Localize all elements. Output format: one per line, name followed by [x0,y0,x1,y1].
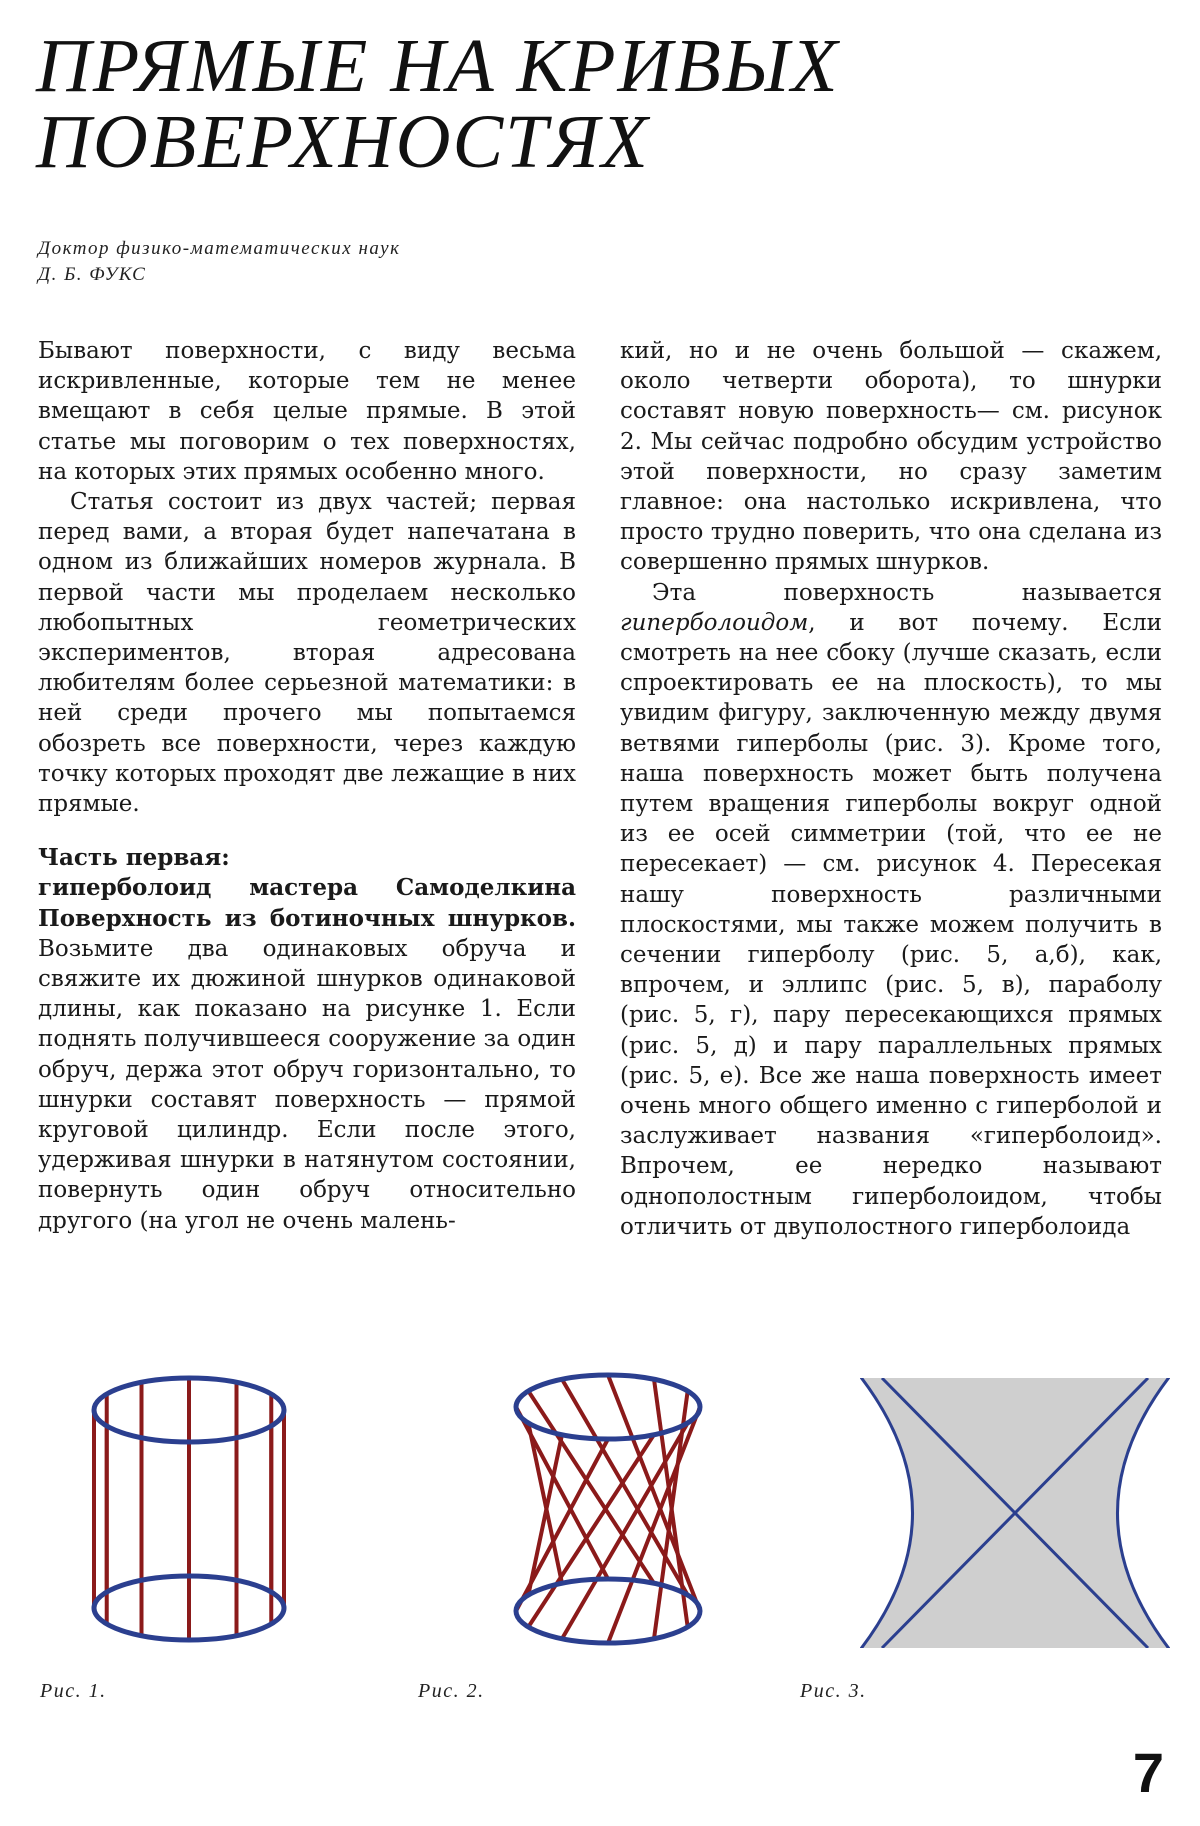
title-line-1: ПРЯМЫЕ НА КРИВЫХ [36,24,840,108]
title-line-2: ПОВЕРХНОСТЯХ [36,100,650,184]
fig2-strings [516,1375,700,1643]
page-number: 7 [1132,1741,1164,1804]
byline [38,236,401,288]
section-text: Возьмите два одинаковых обруча и свяжите их дюжиной шнурков одинаковой длины, как показано на рисунке 1. Если поднять получившееся сооружение за один обруч, держа этот обруч горизонтально, то шнурки составят поверхность — прямой круговой цилиндр. Если после этого, удерживая шнурки в натянутом состоянии, повернуть один обруч относительно другого (на угол не очень малень- [38,935,576,1234]
figure-1-cylinder [84,1370,294,1650]
hyperboloid-paragraph [620,578,1162,1242]
structure-paragraph: Статья состоит из двух частей; первая перед вами, а вторая будет напечатана в одном из ближайших номеров журнала. В первой части мы проделаем несколько любопытных геометрических экспериментов, вторая адресована любителям более серьезной математики: в ней среди прочего мы попытаемся обозреть все поверхности, через каждую точку которых проходят две лежащие в них прямые. [38,489,576,818]
intro-paragraph: Бывают поверхности, с виду весьма искривленные, которые тем не менее вмещают в себя целые прямые. В этой статье мы поговорим о тех поверхностях, на которых этих прямых особенно много. [38,338,576,485]
figure-3-hyperbola [860,1378,1170,1648]
part-heading: Часть первая: [38,844,230,872]
fig2-top-ring [516,1375,700,1439]
right-column [620,336,1162,1242]
fig2-bottom-ring [516,1579,700,1643]
article-title [36,24,1036,184]
figure-2-caption: Рис. 2. [418,1680,485,1702]
section-paragraph [38,904,576,1236]
section-heading: Поверхность из ботиночных шнурков. [38,904,576,932]
figure-3-caption: Рис. 3. [800,1680,867,1702]
continuation-paragraph: кий, но и не очень большой — скажем, около четверти оборота), то шнурки составят новую поверхность— см. рисунок 2. Мы сейчас подробно обсудим устройство этой поверхности, но сразу заметим главное: она настолько искривлена, что просто трудно поверить, что она сделана из совершенно прямых шнурков. [620,338,1162,576]
author-name: Д. Б. ФУКС [38,264,147,285]
hyperboloid-text-start: Эта поверхность называется [652,579,1162,606]
hyperboloid-term: гиперболоидом [620,609,809,636]
hyperboloid-text-rest: , и вот почему. Если смотреть на нее сбоку (лучше сказать, если спроектировать ее на плоскость), то мы увидим фигуру, заключенную между двумя ветвями гиперболы (рис. 3). Кроме того, наша поверхность может быть получена путем вращения гиперболы вокруг одной из ее осей симметрии (той, что ее не пересекает) — см. рисунок 4. Пересекая нашу поверхность различными плоскостями, мы также можем получить в сечении гиперболу (рис. 5, а,б), как, впрочем, и эллипс (рис. 5, в), параболу (рис. 5, г), пару пересекающихся прямых (рис. 5, д) и пару параллельных прямых (рис. 5, е). Все же наша поверхность имеет очень много общего именно с гиперболой и заслуживает названия «гиперболоид». Впрочем, ее нередко называют однополостным гиперболоидом, чтобы отличить от двуполостного гиперболоида [620,609,1162,1240]
figure-2-hyperboloid [498,1365,718,1655]
left-column [38,336,576,1236]
fig1-strings [94,1378,284,1640]
part-subheading: гиперболоид мастера Самоделкина [38,874,576,902]
author-degree: Доктор физико-математических наук [38,238,401,259]
figure-1-caption: Рис. 1. [40,1680,107,1702]
